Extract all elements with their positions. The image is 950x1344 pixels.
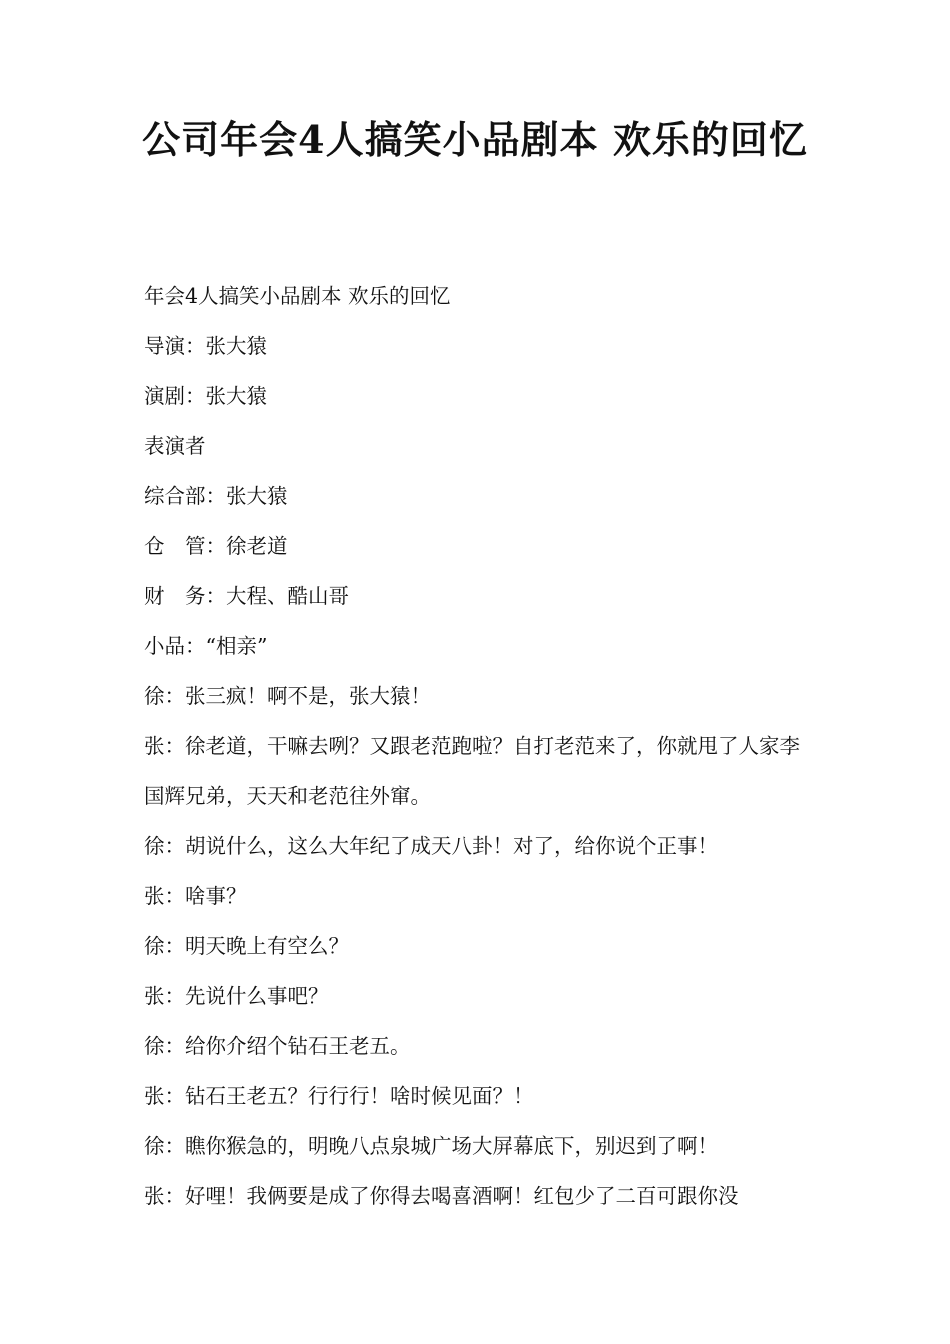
paragraph-cast-warehouse: 仓 管：徐老道 [144, 534, 288, 558]
dialogue-line: 张：好哩！我俩要是成了你得去喝喜酒啊！红包少了二百可跟你没 [144, 1184, 739, 1208]
document-title: 公司年会4人搞笑小品剧本 欢乐的回忆 [142, 117, 808, 162]
dialogue-line: 徐：张三疯！啊不是，张大猿！ [144, 684, 431, 708]
dialogue-line: 徐：给你介绍个钻石王老五。 [144, 1034, 411, 1058]
paragraph-cast-finance: 财 务：大程、酷山哥 [144, 584, 349, 608]
dialogue-line: 张：钻石王老五？行行行！啥时候见面？！ [144, 1084, 534, 1108]
paragraph-performers-heading: 表演者 [144, 434, 206, 458]
dialogue-line: 徐：明天晚上有空么？ [144, 934, 349, 958]
paragraph-playwright: 演剧：张大猿 [144, 384, 267, 408]
dialogue-line: 张：徐老道，干嘛去咧？又跟老范跑啦？自打老范来了，你就甩了人家李国辉兄弟，天天和老范往外窜。 [144, 734, 800, 808]
paragraph-director: 导演：张大猿 [144, 334, 267, 358]
paragraph-skit-name: 小品：“相亲” [144, 634, 268, 658]
paragraph-cast-general: 综合部：张大猿 [144, 484, 288, 508]
script-body [144, 271, 804, 1221]
dialogue-line: 张：先说什么事吧？ [144, 984, 329, 1008]
dialogue-line: 徐：瞧你猴急的，明晚八点泉城广场大屏幕底下，别迟到了啊！ [144, 1134, 718, 1158]
dialogue-line: 徐：胡说什么，这么大年纪了成天八卦！对了，给你说个正事！ [144, 834, 718, 858]
paragraph-subtitle: 年会4人搞笑小品剧本 欢乐的回忆 [144, 284, 451, 308]
dialogue-line: 张：啥事？ [144, 884, 247, 908]
